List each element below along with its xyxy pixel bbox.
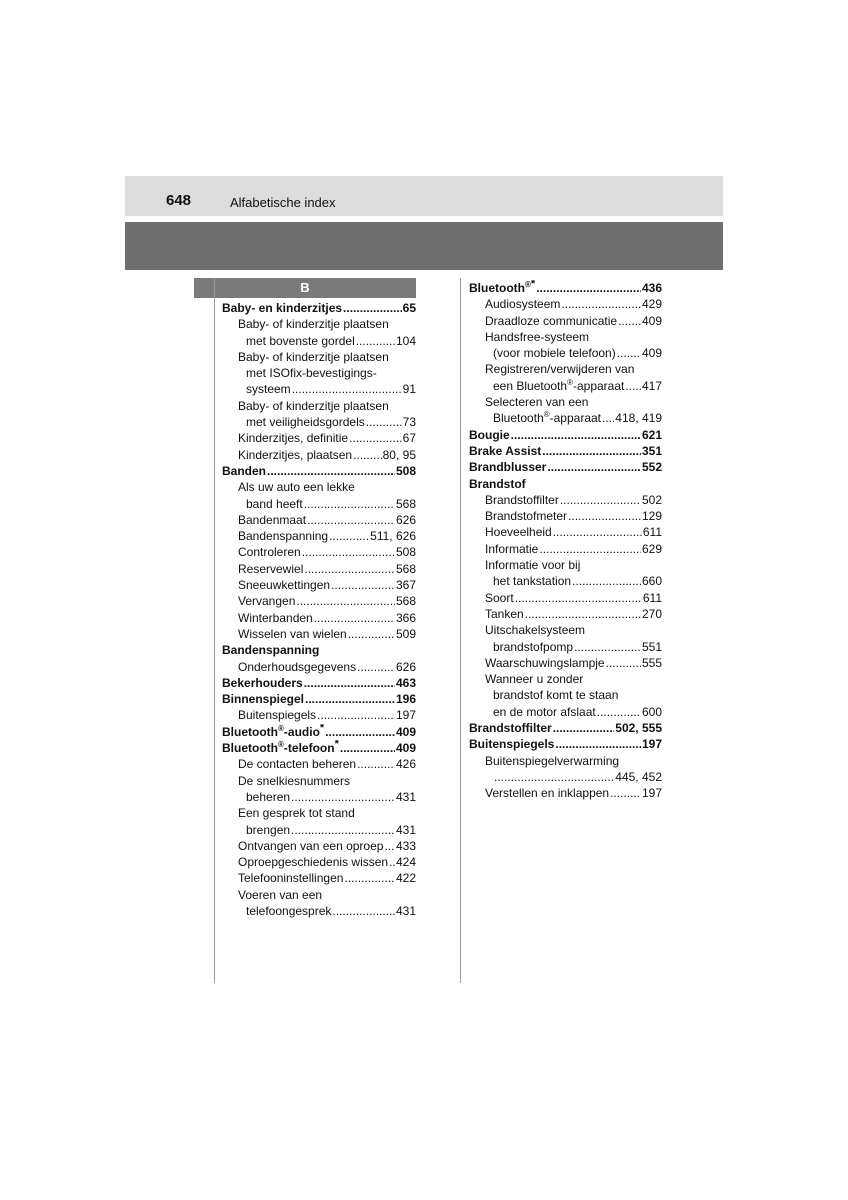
entry-term: Brandstoffilter: [485, 492, 559, 507]
index-entry: [469, 410, 662, 426]
dot-leader: [536, 280, 641, 296]
dot-leader: [325, 724, 395, 740]
entry-term: Soort: [485, 590, 514, 605]
entry-term: Voeren van een: [238, 887, 323, 902]
dot-leader: [610, 785, 641, 801]
index-entry: [222, 724, 416, 740]
entry-page: 197: [395, 708, 416, 723]
index-entry: [469, 687, 662, 703]
entry-term: Banden: [222, 463, 267, 478]
index-entry: [222, 365, 416, 381]
index-entry: [222, 512, 416, 528]
entry-page: 511, 626: [370, 529, 416, 544]
entry-page: 409: [395, 724, 416, 739]
index-entry: [222, 903, 416, 919]
entry-page: 418, 419: [615, 411, 662, 426]
index-entry: [469, 590, 662, 606]
entry-page: 568: [395, 561, 416, 576]
entry-page: 366: [395, 610, 416, 625]
dot-leader: [389, 854, 395, 870]
index-entry: [469, 606, 662, 622]
entry-term: het tankstation: [493, 574, 572, 589]
entry-term: Bekerhouders: [222, 675, 303, 690]
entry-page: 104: [395, 333, 416, 348]
index-entry: [222, 822, 416, 838]
dot-leader: [332, 903, 395, 919]
dot-leader: [357, 756, 395, 772]
dot-leader: [296, 593, 395, 609]
entry-term: Bluetooth®-telefoon*: [222, 740, 339, 756]
header-bar: [125, 176, 723, 216]
index-entry: [469, 508, 662, 524]
entry-page: 409: [641, 313, 662, 328]
entry-term: Wanneer u zonder: [485, 672, 584, 687]
entry-page: 629: [641, 541, 662, 556]
dot-leader: [555, 736, 641, 752]
index-entry: [469, 655, 662, 671]
entry-term: Oproepgeschiedenis wissen: [238, 855, 389, 870]
index-entry: [222, 805, 416, 821]
dot-leader: [329, 528, 369, 544]
index-entry: [222, 528, 416, 544]
entry-term: Ontvangen van een oproep: [238, 838, 384, 853]
index-entry: [222, 577, 416, 593]
index-entry: [469, 785, 662, 801]
entry-term: met bovenste gordel: [246, 333, 355, 348]
index-entry: [469, 704, 662, 720]
index-entry: [222, 870, 416, 886]
dot-leader: [574, 639, 641, 655]
entry-page: 568: [395, 496, 416, 511]
entry-term: Reservewiel: [238, 561, 304, 576]
entry-term: Hoeveelheid: [485, 525, 552, 540]
index-entry: [222, 626, 416, 642]
index-entry: [222, 756, 416, 772]
entry-term: Buitenspiegelverwarming: [485, 753, 620, 768]
entry-term: Informatie voor bij: [485, 558, 581, 573]
index-entry: [469, 361, 662, 377]
dot-leader: [618, 313, 641, 329]
dot-leader: [314, 610, 395, 626]
entry-page: 80, 95: [382, 447, 416, 462]
entry-page: 626: [395, 512, 416, 527]
index-entry: [469, 378, 662, 394]
entry-term: Bluetooth®-audio*: [222, 723, 325, 739]
dot-leader: [547, 459, 641, 475]
dot-leader: [525, 606, 641, 622]
index-entry: [222, 544, 416, 560]
letter-heading: B: [194, 278, 416, 298]
entry-term: Sneeuwkettingen: [238, 578, 331, 593]
entry-term: Selecteren van een: [485, 395, 589, 410]
dot-leader: [353, 447, 382, 463]
entry-term: en de motor afslaat: [493, 704, 596, 719]
dot-leader: [597, 704, 641, 720]
entry-term: Baby- en kinderzitjes: [222, 301, 343, 315]
dot-leader: [568, 508, 641, 524]
index-entry: [469, 296, 662, 312]
entry-term: band heeft: [246, 496, 303, 511]
entry-page: 409: [641, 346, 662, 361]
entry-term: Bandenspanning: [238, 529, 329, 544]
column-divider-left: [214, 278, 215, 983]
entry-term: De contacten beheren: [238, 757, 357, 772]
entry-term: De snelkiesnummers: [238, 773, 351, 788]
entry-term: Tanken: [485, 606, 524, 621]
entry-term: Verstellen en inklappen: [485, 786, 610, 801]
dot-leader: [560, 492, 641, 508]
entry-page: 508: [395, 463, 416, 478]
entry-page: 433: [395, 838, 416, 853]
entry-term: telefoongesprek: [246, 903, 332, 918]
index-entry: [222, 838, 416, 854]
entry-term: (voor mobiele telefoon): [493, 346, 616, 361]
entry-page: 600: [641, 704, 662, 719]
index-entry: [222, 707, 416, 723]
entry-page: 431: [395, 822, 416, 837]
index-entry: [469, 753, 662, 769]
dot-leader: [267, 463, 395, 479]
entry-page: 621: [641, 427, 662, 442]
dot-leader: [344, 870, 395, 886]
entry-term: Onderhoudsgegevens: [238, 659, 357, 674]
entry-term: Controleren: [238, 545, 301, 560]
entry-term: Buitenspiegels: [238, 708, 317, 723]
dot-leader: [366, 414, 402, 430]
entry-term: Bluetooth®*: [469, 280, 536, 295]
entry-term: Brandblusser: [469, 460, 547, 475]
entry-page: 129: [641, 509, 662, 524]
entry-term: brandstof komt te staan: [493, 688, 619, 703]
entry-term: Registreren/verwijderen van: [485, 362, 635, 377]
entry-term: Bluetooth®-apparaat: [493, 410, 601, 426]
index-entry: [222, 447, 416, 463]
entry-page: 626: [395, 659, 416, 674]
entry-page: 367: [395, 578, 416, 593]
dot-leader: [302, 544, 395, 560]
dot-leader: [356, 333, 395, 349]
entry-term: brandstofpomp: [493, 639, 574, 654]
dot-leader: [317, 707, 395, 723]
index-entry: [222, 773, 416, 789]
entry-term: Kinderzitjes, definitie: [238, 431, 349, 446]
index-entry: [469, 639, 662, 655]
index-entry: [469, 280, 662, 296]
entry-page: 67: [402, 431, 416, 446]
entry-term: Buitenspiegels: [469, 737, 555, 752]
dot-leader: [304, 496, 395, 512]
entry-term: Audiosysteem: [485, 297, 561, 312]
dot-leader: [291, 822, 395, 838]
entry-term: Brandstof: [469, 476, 526, 491]
entry-page: 196: [395, 692, 416, 707]
entry-term: Kinderzitjes, plaatsen: [238, 447, 353, 462]
index-entry: [222, 593, 416, 609]
entry-term: Vervangen: [238, 594, 296, 609]
dot-leader: [553, 524, 642, 540]
entry-page: 426: [395, 757, 416, 772]
index-entry: [222, 398, 416, 414]
entry-page: 552: [641, 460, 662, 475]
entry-page: 509: [395, 626, 416, 641]
entry-page: 551: [641, 639, 662, 654]
entry-term: Informatie: [485, 541, 539, 556]
entry-page: 351: [641, 443, 662, 458]
index-entry: [469, 476, 662, 492]
entry-page: 436: [641, 281, 662, 295]
entry-term: Bandenspanning: [222, 643, 320, 658]
index-entry: [222, 789, 416, 805]
index-entry: [469, 427, 662, 443]
entry-term: Winterbanden: [238, 610, 313, 625]
entry-page: 555: [641, 655, 662, 670]
index-entry: [469, 329, 662, 345]
dot-leader: [606, 655, 641, 671]
dot-leader: [307, 512, 395, 528]
entry-page: 409: [395, 741, 416, 756]
entry-term: met veiligheidsgordels: [246, 415, 365, 430]
entry-page: 429: [641, 297, 662, 312]
entry-page: 660: [641, 574, 662, 589]
index-entry: [469, 622, 662, 638]
entry-term: Draadloze communicatie: [485, 313, 618, 328]
index-entry: [222, 561, 416, 577]
dot-leader: [331, 577, 395, 593]
index-entry: [222, 496, 416, 512]
entry-page: 91: [402, 382, 416, 397]
dot-leader: [625, 378, 641, 394]
index-entry: [469, 541, 662, 557]
dot-leader: [511, 427, 641, 443]
dot-leader: [494, 769, 614, 785]
index-column-right: [469, 280, 662, 802]
entry-term: Waarschuwingslampje: [485, 655, 605, 670]
index-entry: [222, 300, 416, 316]
dot-leader: [305, 691, 395, 707]
page-number: 648: [166, 192, 192, 209]
dot-leader: [304, 675, 395, 691]
section-title: Alfabetische index: [230, 195, 336, 210]
entry-term: Telefooninstellingen: [238, 871, 344, 886]
entry-term: Handsfree-systeem: [485, 329, 590, 344]
index-entry: [222, 659, 416, 675]
entry-term: Als uw auto een lekke: [238, 480, 355, 495]
index-entry: [469, 769, 662, 785]
dot-leader: [515, 590, 642, 606]
index-entry: [222, 887, 416, 903]
index-entry: [469, 736, 662, 752]
index-entry: [222, 691, 416, 707]
index-entry: [469, 557, 662, 573]
index-column-left: [222, 300, 416, 919]
entry-term: brengen: [246, 822, 291, 837]
index-entry: [469, 720, 662, 736]
entry-page: 431: [395, 789, 416, 804]
entry-term: Bougie: [469, 427, 510, 442]
index-entry: [469, 492, 662, 508]
entry-page: 65: [402, 301, 416, 315]
entry-page: 508: [395, 545, 416, 560]
entry-page: 197: [641, 737, 662, 752]
entry-page: 197: [641, 786, 662, 801]
index-entry: [222, 740, 416, 756]
dot-leader: [542, 443, 641, 459]
index-entry: [469, 671, 662, 687]
entry-term: beheren: [246, 789, 291, 804]
index-entry: [469, 443, 662, 459]
entry-term: Brake Assist: [469, 443, 542, 458]
dot-leader: [572, 573, 641, 589]
dot-leader: [343, 300, 402, 316]
entry-term: Baby- of kinderzitje plaatsen: [238, 317, 389, 332]
dot-leader: [348, 626, 395, 642]
entry-page: 445, 452: [615, 769, 662, 784]
dot-leader: [617, 345, 641, 361]
entry-page: 502, 555: [615, 721, 662, 736]
index-entry: [469, 394, 662, 410]
column-divider-right: [460, 278, 461, 983]
entry-page: 73: [402, 415, 416, 430]
dot-leader: [553, 720, 615, 736]
entry-page: 463: [395, 675, 416, 690]
entry-page: 417: [641, 378, 662, 393]
entry-page: 424: [395, 855, 416, 870]
index-entry: [469, 313, 662, 329]
index-entry: [222, 675, 416, 691]
entry-term: Een gesprek tot stand: [238, 806, 355, 821]
entry-term: Bandenmaat: [238, 512, 307, 527]
entry-page: 422: [395, 871, 416, 886]
index-entry: [469, 459, 662, 475]
dot-leader: [602, 410, 614, 426]
dot-leader: [349, 430, 402, 446]
index-entry: [222, 414, 416, 430]
entry-term: Baby- of kinderzitje plaatsen: [238, 349, 389, 364]
entry-term: Brandstoffilter: [469, 721, 552, 736]
entry-term: met ISOfix-bevestigings-: [246, 366, 377, 381]
index-entry: [222, 463, 416, 479]
entry-term: Brandstofmeter: [485, 509, 568, 524]
entry-page: 611: [642, 525, 662, 540]
index-entry: [222, 610, 416, 626]
index-entry: [222, 854, 416, 870]
dot-leader: [291, 789, 395, 805]
dot-leader: [561, 296, 641, 312]
index-entry: [469, 345, 662, 361]
index-entry: [222, 349, 416, 365]
entry-page: 270: [641, 606, 662, 621]
index-entry: [222, 430, 416, 446]
entry-page: 611: [642, 590, 662, 605]
dot-leader: [304, 561, 395, 577]
index-entry: [222, 316, 416, 332]
dot-leader: [292, 381, 402, 397]
index-entry: [222, 642, 416, 658]
entry-term: Wisselen van wielen: [238, 626, 347, 641]
header-band: [125, 222, 723, 270]
entry-term: Binnenspiegel: [222, 692, 305, 707]
entry-term: Baby- of kinderzitje plaatsen: [238, 398, 389, 413]
index-entry: [469, 524, 662, 540]
index-entry: [222, 381, 416, 397]
entry-term: systeem: [246, 382, 291, 397]
entry-term: een Bluetooth®-apparaat: [493, 377, 625, 393]
dot-leader: [384, 838, 395, 854]
entry-page: 568: [395, 594, 416, 609]
index-entry: [222, 479, 416, 495]
index-entry: [469, 573, 662, 589]
entry-term: Uitschakelsysteem: [485, 623, 586, 638]
dot-leader: [340, 740, 395, 756]
dot-leader: [357, 659, 395, 675]
index-entry: [222, 333, 416, 349]
entry-page: 431: [395, 903, 416, 918]
dot-leader: [539, 541, 641, 557]
entry-page: 502: [641, 492, 662, 507]
